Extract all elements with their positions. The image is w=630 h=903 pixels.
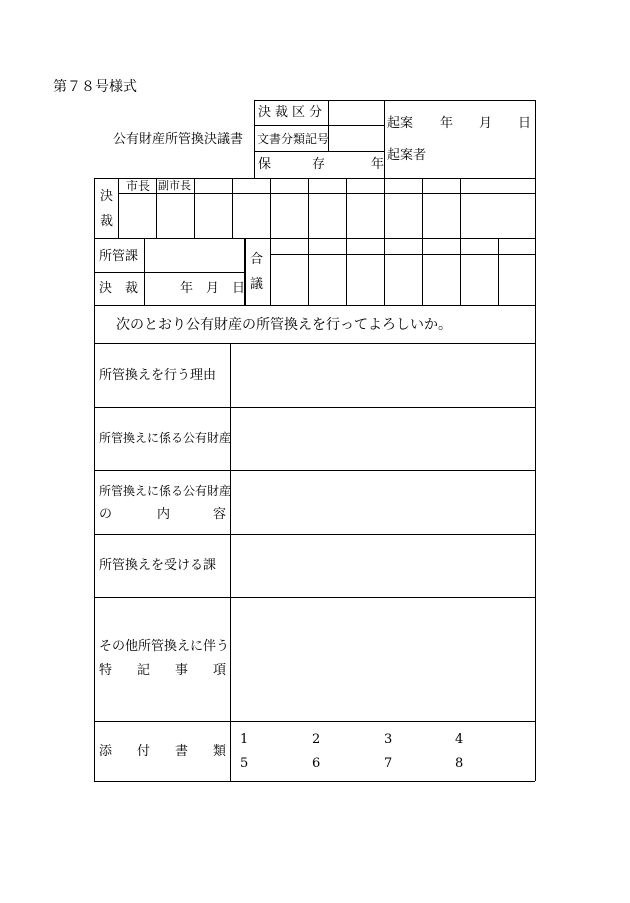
statement-text: 次のとおり公有財産の所管換えを行ってよろしいか。	[116, 317, 452, 333]
draft-label: 起案	[387, 116, 414, 131]
attachment-number: 1	[240, 732, 249, 747]
attach-label-ten: 添	[99, 744, 113, 759]
attachment-number: 7	[384, 756, 393, 771]
attach-label-rui: 類	[213, 744, 227, 759]
kessai-char-2: 裁	[100, 214, 114, 229]
dept-month-label: 月	[206, 281, 220, 296]
dept-label: 所管課	[99, 249, 139, 264]
vice-mayor-label: 副市長	[158, 179, 191, 192]
dept-year-label: 年	[180, 281, 194, 296]
retention-label-ho: 保	[258, 157, 272, 172]
attach-label-fu: 付	[137, 744, 151, 759]
content-label-line-1: 所管換えに係る公有財産	[99, 484, 232, 498]
other-label-ji: 事	[175, 663, 189, 678]
gougi-char-1: 合	[250, 252, 264, 267]
attachment-number: 5	[240, 756, 249, 771]
attachment-number: 2	[312, 732, 321, 747]
attachment-number: 6	[312, 756, 321, 771]
reason-label: 所管換えを行う理由	[99, 368, 217, 383]
draft-year-label: 年	[440, 116, 454, 131]
drafter-label: 起案者	[387, 148, 427, 163]
form-number: 第７８号様式	[53, 79, 137, 95]
gougi-char-2: 議	[250, 277, 264, 292]
other-label-line-1: その他所管換えに伴う	[99, 639, 230, 654]
other-label-toku: 特	[99, 663, 113, 678]
attachment-number: 8	[455, 756, 464, 771]
decision-type-label: 決裁区分	[258, 105, 327, 120]
dept-kessai-label: 決 裁	[99, 281, 139, 296]
kessai-char-1: 決	[100, 189, 114, 204]
retention-label-zon: 存	[312, 157, 326, 172]
content-label-you: 容	[213, 507, 227, 522]
other-label-kou: 項	[213, 663, 227, 678]
content-label-no: の	[99, 507, 113, 522]
retention-year-label: 年	[371, 157, 385, 172]
draft-month-label: 月	[479, 116, 493, 131]
attachment-number: 3	[384, 732, 393, 747]
other-label-ki: 記	[137, 663, 151, 678]
receiving-dept-label: 所管換えを受ける課	[99, 558, 217, 573]
form-title: 公有財産所管換決議書	[113, 132, 244, 147]
attachment-number: 4	[455, 732, 464, 747]
content-label-nai: 内	[157, 507, 171, 522]
doc-class-label: 文書分類記号	[257, 132, 330, 146]
draft-day-label: 日	[518, 116, 532, 131]
mayor-label: 市長	[126, 179, 151, 193]
dept-day-label: 日	[232, 281, 246, 296]
property-label: 所管換えに係る公有財産	[99, 431, 232, 445]
attach-label-sho: 書	[175, 744, 189, 759]
